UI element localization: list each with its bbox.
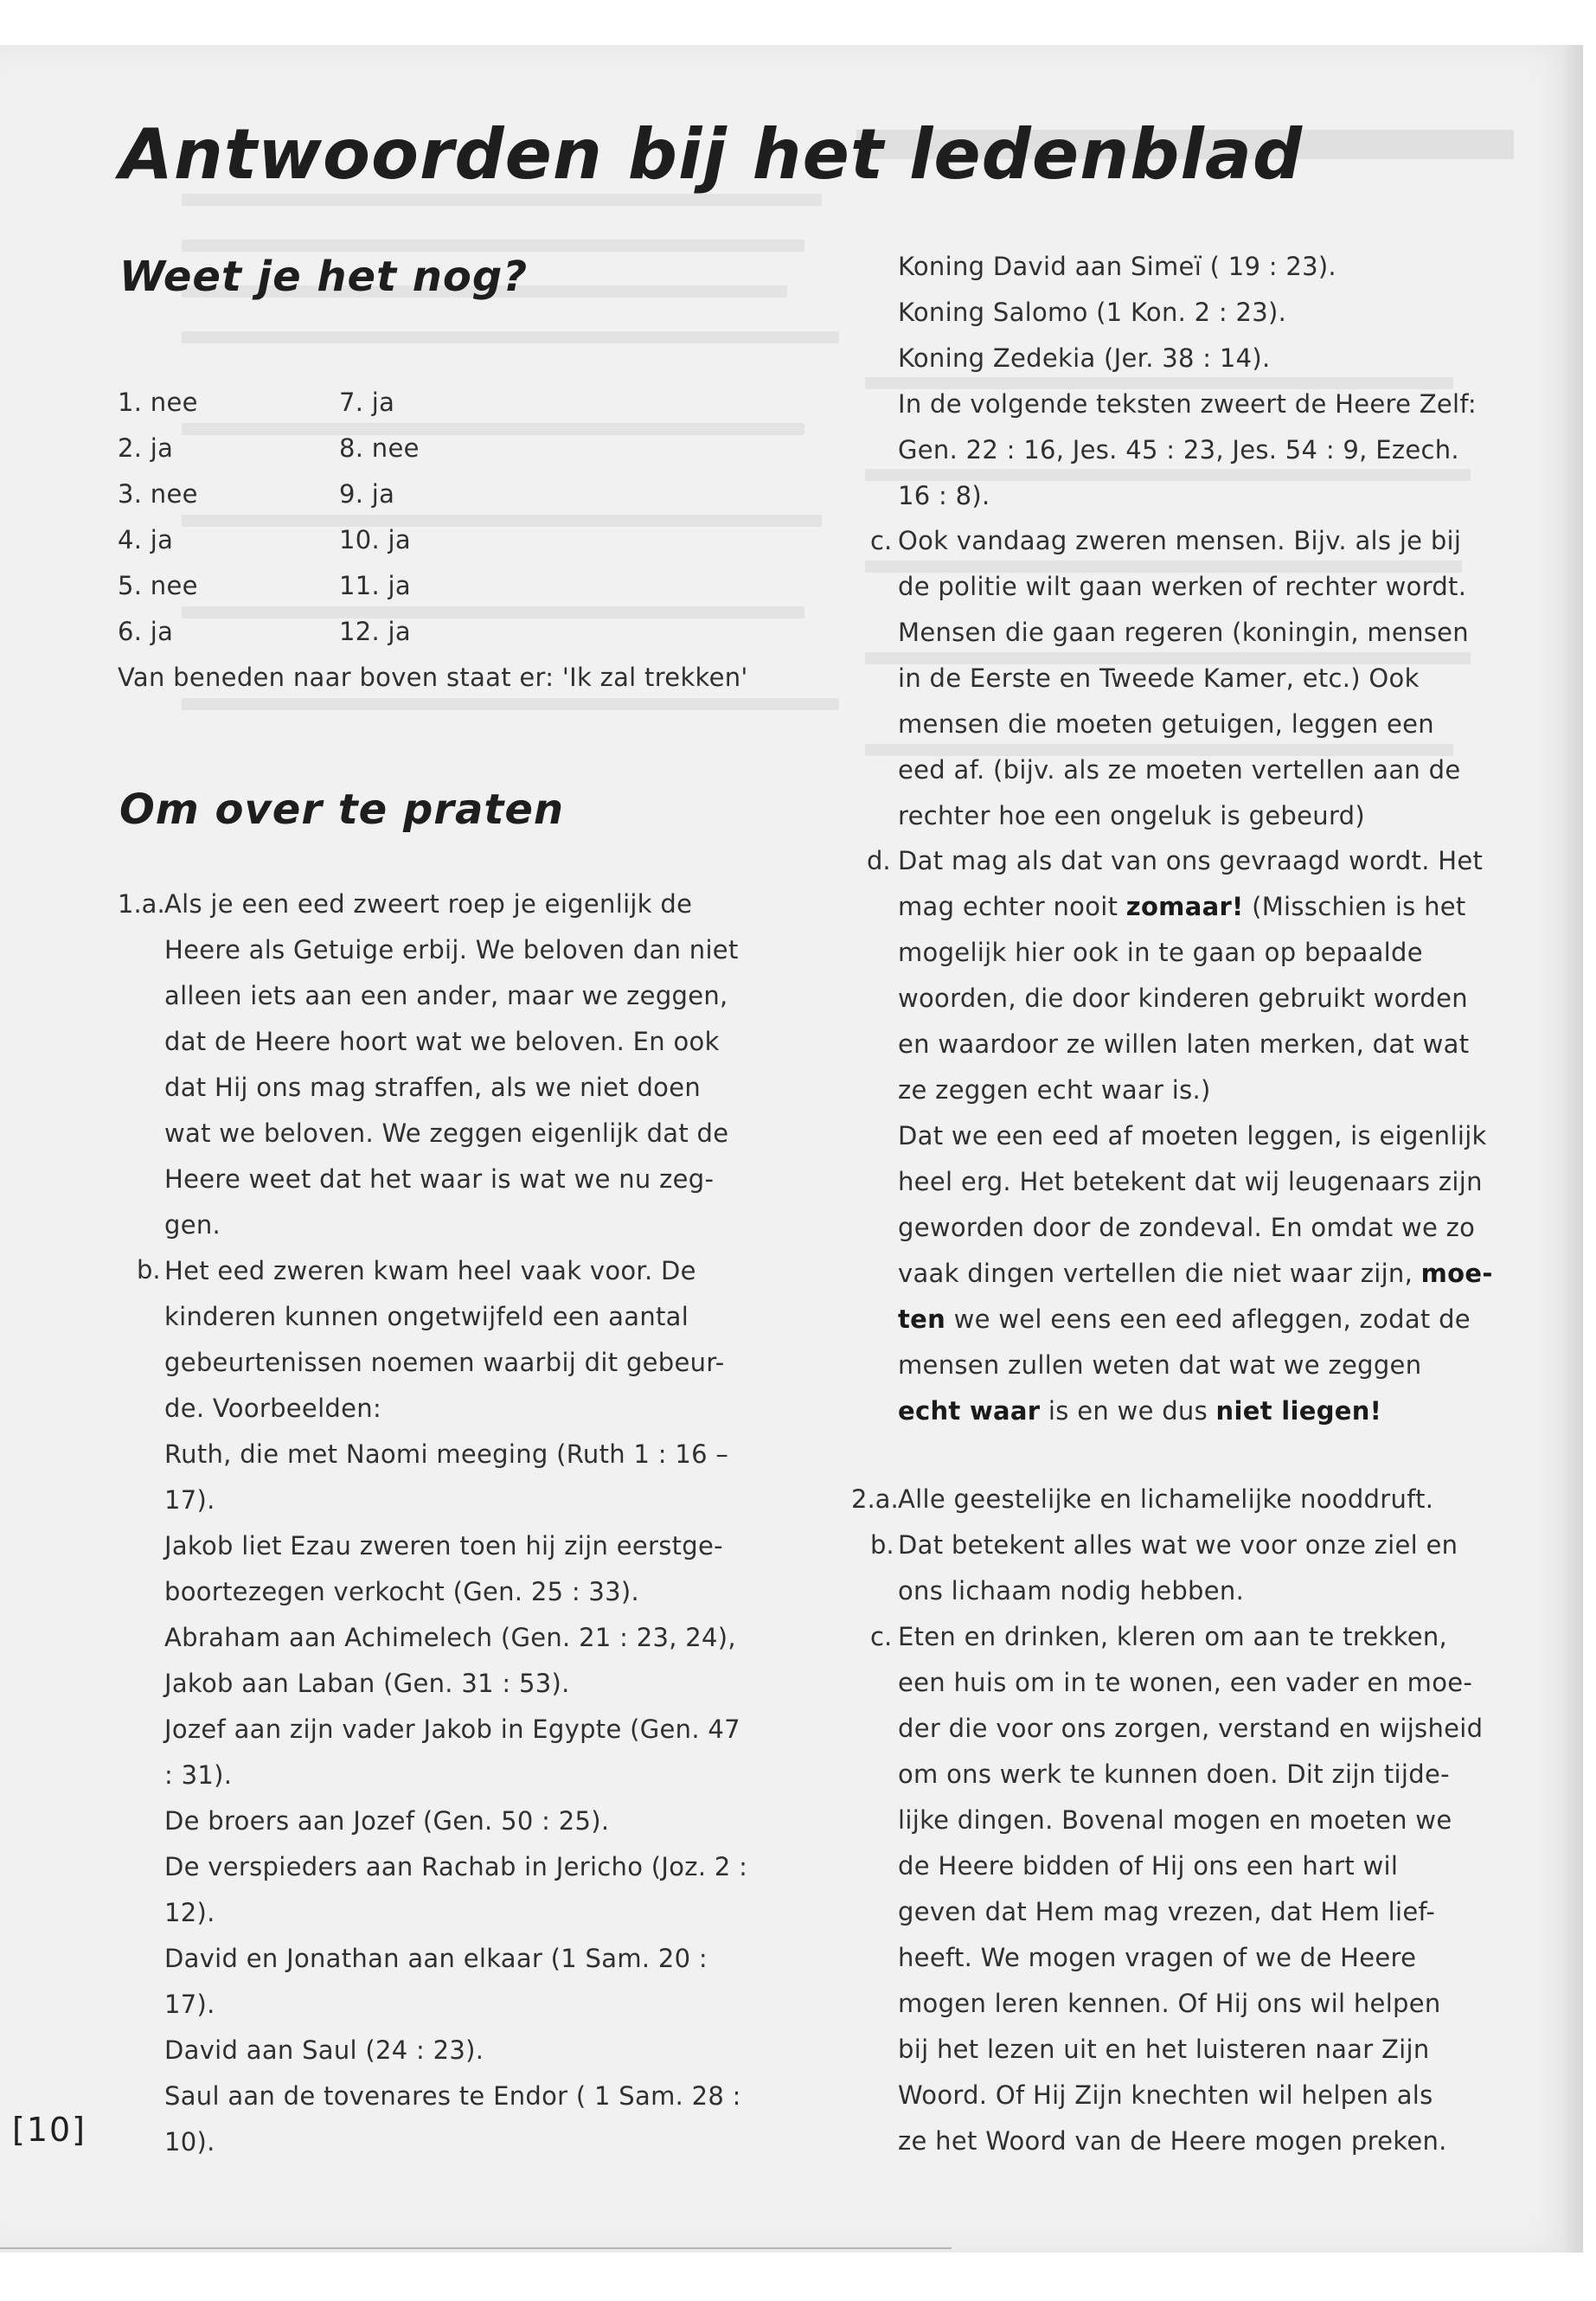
col2-line: Alle geestelijke en lichamelijke nooddruft. <box>898 1484 1434 1514</box>
bottom-rule <box>0 2247 952 2249</box>
col1-line: dat Hij ons mag straffen, als we niet doen <box>164 1073 702 1102</box>
col2-line: ze zeggen echt waar is.) <box>898 1075 1211 1105</box>
col1-line: de. Voorbeelden: <box>164 1394 382 1423</box>
col2-line: en waardoor ze willen laten merken, dat wat <box>898 1029 1470 1059</box>
col2-line: geven dat Hem mag vrezen, dat Hem lief- <box>898 1897 1436 1926</box>
page-number: [10] <box>12 2111 87 2149</box>
col2-line: Koning Zedekia (Jer. 38 : 14). <box>898 343 1271 373</box>
bold-span: moe- <box>1420 1259 1493 1288</box>
col1-line: kinderen kunnen ongetwijfeld een aantal <box>164 1302 689 1331</box>
col2-line: heel erg. Het betekent dat wij leugenaars zijn <box>898 1167 1483 1196</box>
col1-line: gen. <box>164 1210 221 1240</box>
answer-5: 5. nee <box>118 571 198 600</box>
col1-line: 17). <box>164 1990 215 2019</box>
marker-1b: b. <box>137 1255 161 1285</box>
col2-line: In de volgende teksten zweert de Heere Zelf: <box>898 389 1477 419</box>
answer-7: 7. ja <box>339 388 395 417</box>
col2-line-rich <box>898 1256 1493 1291</box>
text-span: is en we dus <box>1040 1396 1216 1426</box>
col2-line: ze het Woord van de Heere mogen preken. <box>898 2126 1447 2156</box>
col2-line: Koning Salomo (1 Kon. 2 : 23). <box>898 298 1287 327</box>
col2-line: mogelijk hier ook in te gaan op bepaalde <box>898 938 1423 967</box>
col1-line: 17). <box>164 1485 215 1515</box>
col1-line: Heere als Getuige erbij. We beloven dan niet <box>164 935 739 965</box>
answer-1: 1. nee <box>118 388 198 417</box>
col2-line: mogen leren kennen. Of Hij ons wil helpen <box>898 1989 1441 2018</box>
col1-line: 12). <box>164 1898 215 1927</box>
col2-line: rechter hoe een ongeluk is gebeurd) <box>898 801 1365 830</box>
bold-span: echt waar <box>898 1396 1041 1426</box>
col2-line: heeft. We mogen vragen of we de Heere <box>898 1943 1417 1972</box>
col2-line: Gen. 22 : 16, Jes. 45 : 23, Jes. 54 : 9, Ezech. <box>898 435 1459 465</box>
col2-line: de politie wilt gaan werken of rechter wordt. <box>898 572 1467 601</box>
col2-line: Eten en drinken, kleren om aan te trekken, <box>898 1622 1448 1651</box>
col2-line-rich <box>898 889 1466 924</box>
bold-span: niet liegen! <box>1215 1396 1382 1426</box>
col2-line: een huis om in te wonen, een vader en moe- <box>898 1668 1473 1697</box>
col2-line-rich <box>898 1302 1471 1336</box>
col1-line: Ruth, die met Naomi meeging (Ruth 1 : 16 – <box>164 1439 729 1469</box>
marker-1a: 1.a. <box>118 889 165 919</box>
col2-line: geworden door de zondeval. En omdat we zo <box>898 1213 1476 1242</box>
answer-4: 4. ja <box>118 525 174 554</box>
text-span: (Misschien is het <box>1243 892 1466 921</box>
answer-3: 3. nee <box>118 479 198 509</box>
answer-2: 2. ja <box>118 433 174 463</box>
col1-line: Saul aan de tovenares te Endor ( 1 Sam. 28 : <box>164 2081 741 2111</box>
col2-line-rich <box>898 1394 1381 1428</box>
page-title: Antwoorden bij het ledenblad <box>119 114 1304 195</box>
col2-line: bij het lezen uit en het luisteren naar Zijn <box>898 2035 1430 2064</box>
col1-line: Jakob liet Ezau zweren toen hij zijn eerstge- <box>164 1531 723 1561</box>
col2-line: Koning David aan Simeï ( 19 : 23). <box>898 252 1336 281</box>
col1-line: wat we beloven. We zeggen eigenlijk dat de <box>164 1118 729 1148</box>
text-span: we wel eens een eed afleggen, zodat de <box>945 1304 1471 1334</box>
section-heading-weet-je-het-nog: Weet je het nog? <box>119 253 529 301</box>
marker-2a: 2.a. <box>851 1484 899 1514</box>
col1-line: Jakob aan Laban (Gen. 31 : 53). <box>164 1669 570 1698</box>
col2-line: Woord. Of Hij Zijn knechten wil helpen als <box>898 2080 1433 2110</box>
col2-line: Mensen die gaan regeren (koningin, mensen <box>898 618 1469 647</box>
col1-line: De verspieders aan Rachab in Jericho (Joz. 2 : <box>164 1852 748 1881</box>
section-heading-om-over-te-praten: Om over te praten <box>119 785 565 834</box>
col1-line: Jozef aan zijn vader Jakob in Egypte (Gen. 47 <box>164 1715 740 1744</box>
col2-line: lijke dingen. Bovenal mogen en moeten we <box>898 1805 1452 1835</box>
col2-line: Ook vandaag zweren mensen. Bijv. als je bij <box>898 526 1462 555</box>
col1-line: alleen iets aan een ander, maar we zeggen, <box>164 981 728 1010</box>
col1-line: boortezegen verkocht (Gen. 25 : 33). <box>164 1577 640 1606</box>
col2-line: Dat we een eed af moeten leggen, is eigenlijk <box>898 1121 1487 1150</box>
col2-line: eed af. (bijv. als ze moeten vertellen aan de <box>898 755 1461 785</box>
col1-line: David aan Saul (24 : 23). <box>164 2035 484 2065</box>
answers-footer: Van beneden naar boven staat er: 'Ik zal trekken' <box>118 663 748 692</box>
col1-line: De broers aan Jozef (Gen. 50 : 25). <box>164 1806 610 1836</box>
answer-8: 8. nee <box>339 433 420 463</box>
col1-line: Als je een eed zweert roep je eigenlijk de <box>164 889 693 919</box>
marker-2b: b. <box>870 1530 894 1560</box>
col1-line: dat de Heere hoort wat we beloven. En ook <box>164 1027 720 1056</box>
answer-9: 9. ja <box>339 479 395 509</box>
answer-6: 6. ja <box>118 617 174 646</box>
col2-line: mensen zullen weten dat wat we zeggen <box>898 1350 1422 1380</box>
col1-line: : 31). <box>164 1760 233 1790</box>
col2-line: mensen die moeten getuigen, leggen een <box>898 709 1434 739</box>
answer-11: 11. ja <box>339 571 411 600</box>
col1-line: Abraham aan Achimelech (Gen. 21 : 23, 24), <box>164 1623 736 1652</box>
bold-span: zomaar! <box>1125 892 1244 921</box>
col2-line: Dat mag als dat van ons gevraagd wordt. Het <box>898 846 1484 875</box>
col2-line: in de Eerste en Tweede Kamer, etc.) Ook <box>898 663 1420 693</box>
col2-line: Dat betekent alles wat we voor onze ziel en <box>898 1530 1458 1560</box>
col1-line: Heere weet dat het waar is wat we nu zeg- <box>164 1164 715 1194</box>
col2-line: 16 : 8). <box>898 481 990 510</box>
col2-line: woorden, die door kinderen gebruikt worden <box>898 984 1468 1013</box>
text-span: vaak dingen vertellen die niet waar zijn, <box>898 1259 1421 1288</box>
marker-1c: c. <box>870 526 893 555</box>
col2-line: de Heere bidden of Hij ons een hart wil <box>898 1851 1399 1881</box>
col1-line: Het eed zweren kwam heel vaak voor. De <box>164 1256 696 1285</box>
scan-edge-shadow <box>1564 45 1583 2253</box>
col2-line: ons lichaam nodig hebben. <box>898 1576 1245 1606</box>
col1-line: David en Jonathan aan elkaar (1 Sam. 20 : <box>164 1944 708 1973</box>
col2-line: om ons werk te kunnen doen. Dit zijn tijde- <box>898 1759 1450 1789</box>
col1-line: gebeurtenissen noemen waarbij dit gebeur- <box>164 1348 725 1377</box>
answer-10: 10. ja <box>339 525 411 554</box>
marker-2c: c. <box>870 1622 893 1651</box>
bold-span: ten <box>898 1304 946 1334</box>
col2-line: der die voor ons zorgen, verstand en wijsheid <box>898 1714 1484 1743</box>
text-span: mag echter nooit <box>898 892 1126 921</box>
marker-1d: d. <box>867 846 891 875</box>
col1-line: 10). <box>164 2127 215 2157</box>
answer-12: 12. ja <box>339 617 411 646</box>
